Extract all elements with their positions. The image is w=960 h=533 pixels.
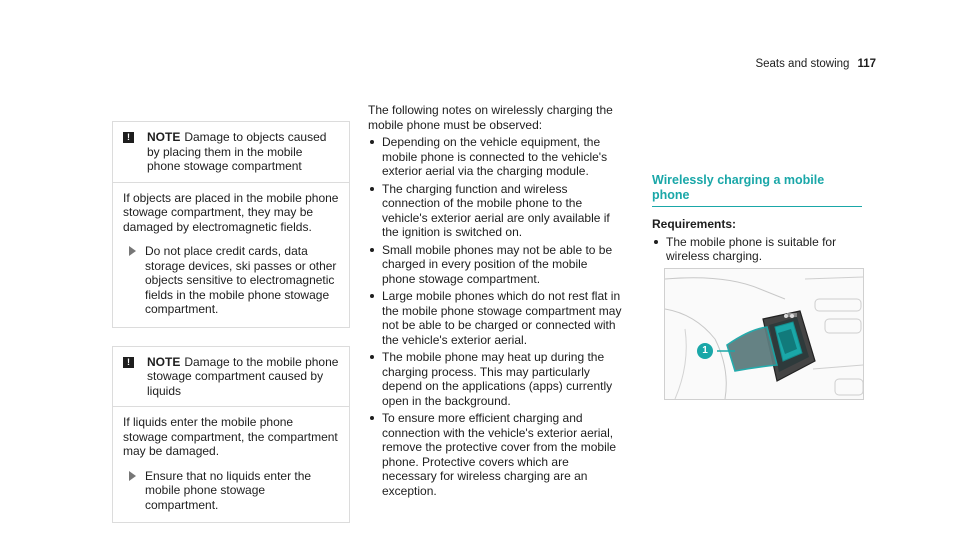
note-body bbox=[113, 407, 349, 522]
note-step-text: Do not place credit cards, data storage devices, ski passes or other objects sensitive to electromagnetic fields in the mobile phone stowage compartment. bbox=[145, 244, 337, 316]
note-heading: Damage to the mobile phone stowage compartment caused by liquids bbox=[147, 354, 339, 398]
section-title: Wirelessly charging a mobile phone bbox=[652, 173, 862, 207]
requirements-list bbox=[652, 235, 862, 264]
list-item: The mobile phone is suitable for wireless charging. bbox=[652, 235, 862, 264]
callout-number: 1 bbox=[702, 345, 708, 356]
notes-column bbox=[112, 121, 350, 523]
charging-notes-column bbox=[368, 103, 622, 501]
warning-icon: ! bbox=[123, 132, 134, 143]
note-label: NOTE bbox=[147, 354, 181, 369]
callout-badge bbox=[697, 343, 713, 359]
note-description: If liquids enter the mobile phone stowage compartment, the compartment may be damaged. bbox=[123, 415, 338, 458]
note-description: If objects are placed in the mobile phone stowage compartment, they may be damaged by electromagnetic fields. bbox=[123, 190, 339, 234]
note-header bbox=[113, 122, 349, 183]
note-heading: Damage to objects caused by placing them in the mobile phone stowage compartment bbox=[147, 130, 327, 173]
warning-icon: ! bbox=[123, 357, 134, 368]
list-item: Depending on the vehicle equipment, the mobile phone is connected to the vehicle's exterior aerial via the charging module. bbox=[368, 135, 622, 179]
note-box bbox=[112, 121, 350, 328]
charging-compartment-illustration bbox=[664, 268, 864, 400]
console-drawing bbox=[665, 269, 863, 399]
list-item: The charging function and wireless connection of the mobile phone to the vehicle's exterior aerial are only available if the ignition is switched on. bbox=[368, 182, 622, 240]
note-box bbox=[112, 346, 350, 524]
page-header bbox=[755, 57, 876, 72]
arrow-right-icon bbox=[129, 471, 136, 481]
note-step bbox=[123, 244, 339, 317]
list-item: Small mobile phones may not be able to be charged in every position of the mobile phone stowage compartment. bbox=[368, 243, 622, 287]
list-item: Large mobile phones which do not rest flat in the mobile phone stowage compartment may not be able to be charged or connected with the vehicle's exterior aerial. bbox=[368, 289, 622, 347]
section-name: Seats and stowing bbox=[755, 58, 850, 70]
list-item: To ensure more efficient charging and connection with the vehicle's exterior aerial, remove the protective cover from the mobile phone. Protective covers which are necessary for wireless charging are an exception. bbox=[368, 411, 622, 498]
note-body bbox=[113, 183, 349, 327]
list-item: The mobile phone may heat up during the charging process. This may particularly depend on the applications (apps) currently open in the background. bbox=[368, 350, 622, 408]
arrow-right-icon bbox=[129, 246, 136, 256]
charging-notes-intro: The following notes on wirelessly charging the mobile phone must be observed: bbox=[368, 103, 613, 132]
note-step-text: Ensure that no liquids enter the mobile phone stowage compartment. bbox=[145, 468, 312, 512]
page-number: 117 bbox=[857, 58, 876, 70]
note-step bbox=[123, 469, 339, 513]
note-header bbox=[113, 347, 349, 408]
charging-notes-list bbox=[368, 135, 622, 498]
note-label: NOTE bbox=[147, 130, 181, 144]
requirements-label: Requirements: bbox=[652, 217, 737, 231]
